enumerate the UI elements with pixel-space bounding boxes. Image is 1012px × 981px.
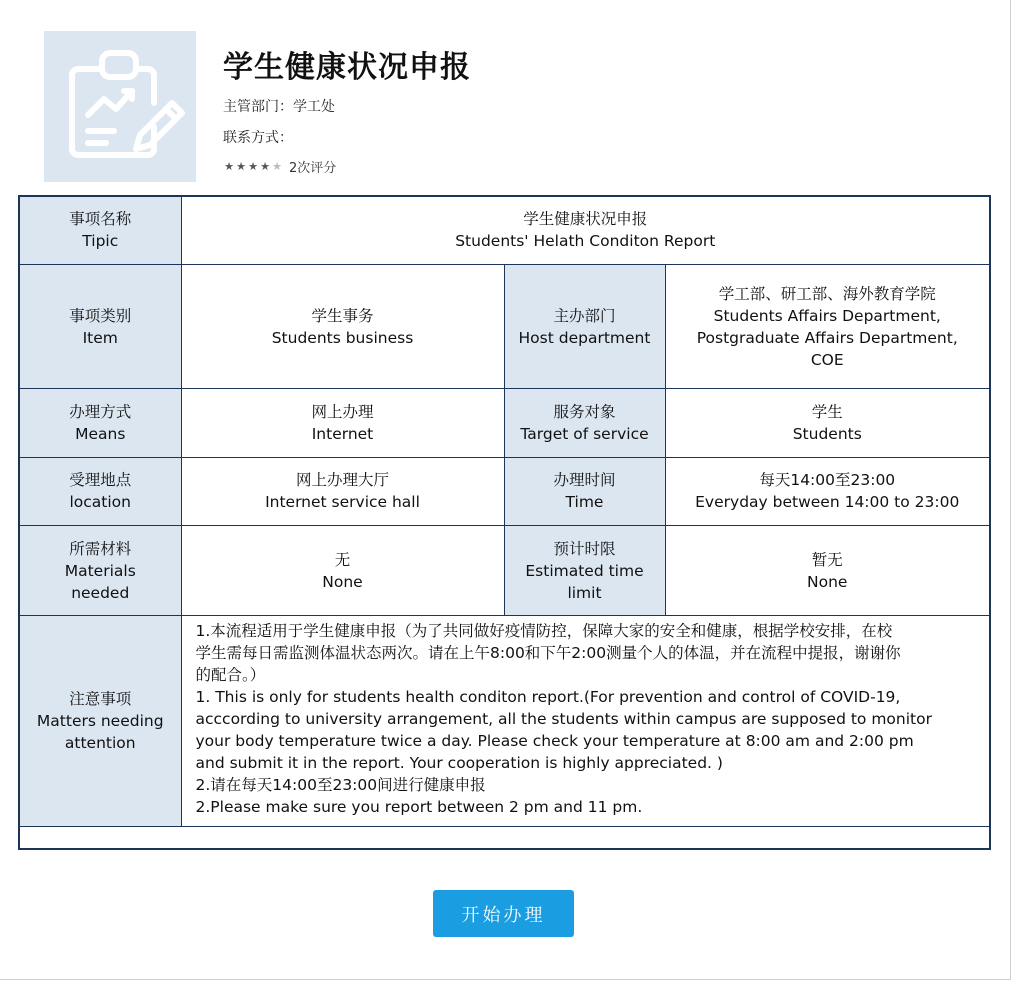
label-cell <box>504 457 665 525</box>
info-table <box>18 195 991 850</box>
label-cell <box>504 526 665 616</box>
star-filled-icon: ★ <box>260 159 270 173</box>
label-cell <box>19 264 181 389</box>
table-row <box>19 526 990 616</box>
label-cn: 服务对象 <box>553 403 616 422</box>
value-en: Everyday between 14:00 to 23:00 <box>695 493 960 512</box>
contact-text: 联系方式： <box>223 130 293 146</box>
value-en: None <box>322 572 363 591</box>
label-line: limit <box>567 583 602 602</box>
value-en: Internet service hall <box>265 493 420 512</box>
label-cn: 办理方式 <box>69 403 132 422</box>
star-filled-icon: ★ <box>224 159 234 173</box>
label-cell <box>19 616 181 827</box>
value-cell <box>665 389 990 457</box>
value-cell <box>665 457 990 525</box>
value-en: None <box>807 572 848 591</box>
table-row <box>19 616 990 827</box>
notes-line: and submit it in the report. Your cooperation is highly appreciated. ) <box>195 754 723 773</box>
value-cn: 每天14:00至23:00 <box>759 471 896 490</box>
label-en: location <box>69 493 131 512</box>
label-en: Host department <box>518 328 651 347</box>
label-cell <box>504 264 665 389</box>
table-row <box>19 264 990 389</box>
value-en: Students business <box>271 328 414 347</box>
notes-line: 2.请在每天14:00至23:00间进行健康申报 <box>195 776 486 795</box>
label-cell <box>19 457 181 525</box>
value-cell <box>181 389 504 457</box>
notes-line: 学生需每日需监测体温状态两次。请在上午8:00和下午2:00测量个人的体温，并在流程中提报，谢谢你 <box>195 644 901 663</box>
value-en: Students <box>792 425 862 444</box>
value-cell <box>181 196 990 264</box>
label-cn: 事项名称 <box>69 210 132 229</box>
label-cn: 受理地点 <box>69 471 132 490</box>
value-cn: 网上办理 <box>311 403 374 422</box>
empty-cell <box>19 827 990 849</box>
value-cn: 学生 <box>811 403 843 422</box>
label-line: 所需材料 <box>69 539 132 558</box>
notes-line: 1.本流程适用于学生健康申报（为了共同做好疫情防控，保障大家的安全和健康，根据学校安排，在校 <box>195 622 893 641</box>
department-text: 主管部门：学工处 <box>223 99 335 115</box>
label-cell <box>19 526 181 616</box>
value-cell <box>181 526 504 616</box>
notes-cell <box>181 616 990 827</box>
label-en: Time <box>565 493 604 512</box>
table-row <box>19 457 990 525</box>
notes-line: your body temperature twice a day. Please check your temperature at 8:00 am and 2:00 pm <box>195 732 914 751</box>
notes-line: acccording to university arrangement, all the students within campus are supposed to monitor <box>195 710 932 729</box>
value-line: 学工部、研工部、海外教育学院 <box>718 284 936 303</box>
rating-count: 2次评分 <box>289 161 337 176</box>
value-cn: 暂无 <box>811 550 843 569</box>
label-en: Target of service <box>520 425 649 444</box>
value-line: COE <box>810 350 844 369</box>
label-line: Materials <box>64 561 136 580</box>
table-row <box>19 196 990 264</box>
label-line: 注意事项 <box>69 690 132 709</box>
label-cn: 办理时间 <box>553 471 616 490</box>
value-cell <box>665 264 990 389</box>
value-cell <box>181 264 504 389</box>
notes-line: 的配合。） <box>195 666 266 685</box>
rating <box>223 157 336 176</box>
star-filled-icon: ★ <box>236 159 246 173</box>
start-button[interactable]: 开始办理 <box>433 890 574 937</box>
value-cn: 学生健康状况申报 <box>523 210 648 229</box>
label-cell <box>504 389 665 457</box>
table-row <box>19 389 990 457</box>
label-line: attention <box>64 734 136 753</box>
label-en: Tipic <box>82 232 119 251</box>
value-cn: 学生事务 <box>311 306 374 325</box>
value-en: Internet <box>311 425 374 444</box>
label-cn: 事项类别 <box>69 306 132 325</box>
star-filled-icon: ★ <box>248 159 258 173</box>
star-empty-icon: ★ <box>272 159 282 173</box>
label-cell <box>19 389 181 457</box>
clipboard-chart-pen-icon <box>44 31 196 182</box>
notes-line: 2.Please make sure you report between 2 pm and 11 pm. <box>195 798 643 817</box>
label-en: Means <box>75 425 126 444</box>
table-row-empty <box>19 827 990 849</box>
value-cn: 网上办理大厅 <box>295 471 389 490</box>
value-line: Postgraduate Affairs Department, <box>696 328 958 347</box>
label-line: 预计时限 <box>553 539 616 558</box>
label-line: Matters needing <box>36 712 164 731</box>
rating-stars <box>223 160 283 174</box>
value-en: Students' Helath Conditon Report <box>455 232 716 251</box>
label-line: Estimated time <box>525 561 644 580</box>
label-line: needed <box>71 583 130 602</box>
value-line: Students Affairs Department, <box>713 306 941 325</box>
label-cn: 主办部门 <box>553 306 616 325</box>
value-cell <box>181 457 504 525</box>
page-title: 学生健康状况申报 <box>223 50 471 85</box>
label-cell <box>19 196 181 264</box>
notes-line: 1. This is only for students health conditon report.(For prevention and control of COVID-19, <box>195 688 901 707</box>
value-cn: 无 <box>334 550 351 569</box>
label-en: Item <box>82 328 118 347</box>
value-cell <box>665 526 990 616</box>
